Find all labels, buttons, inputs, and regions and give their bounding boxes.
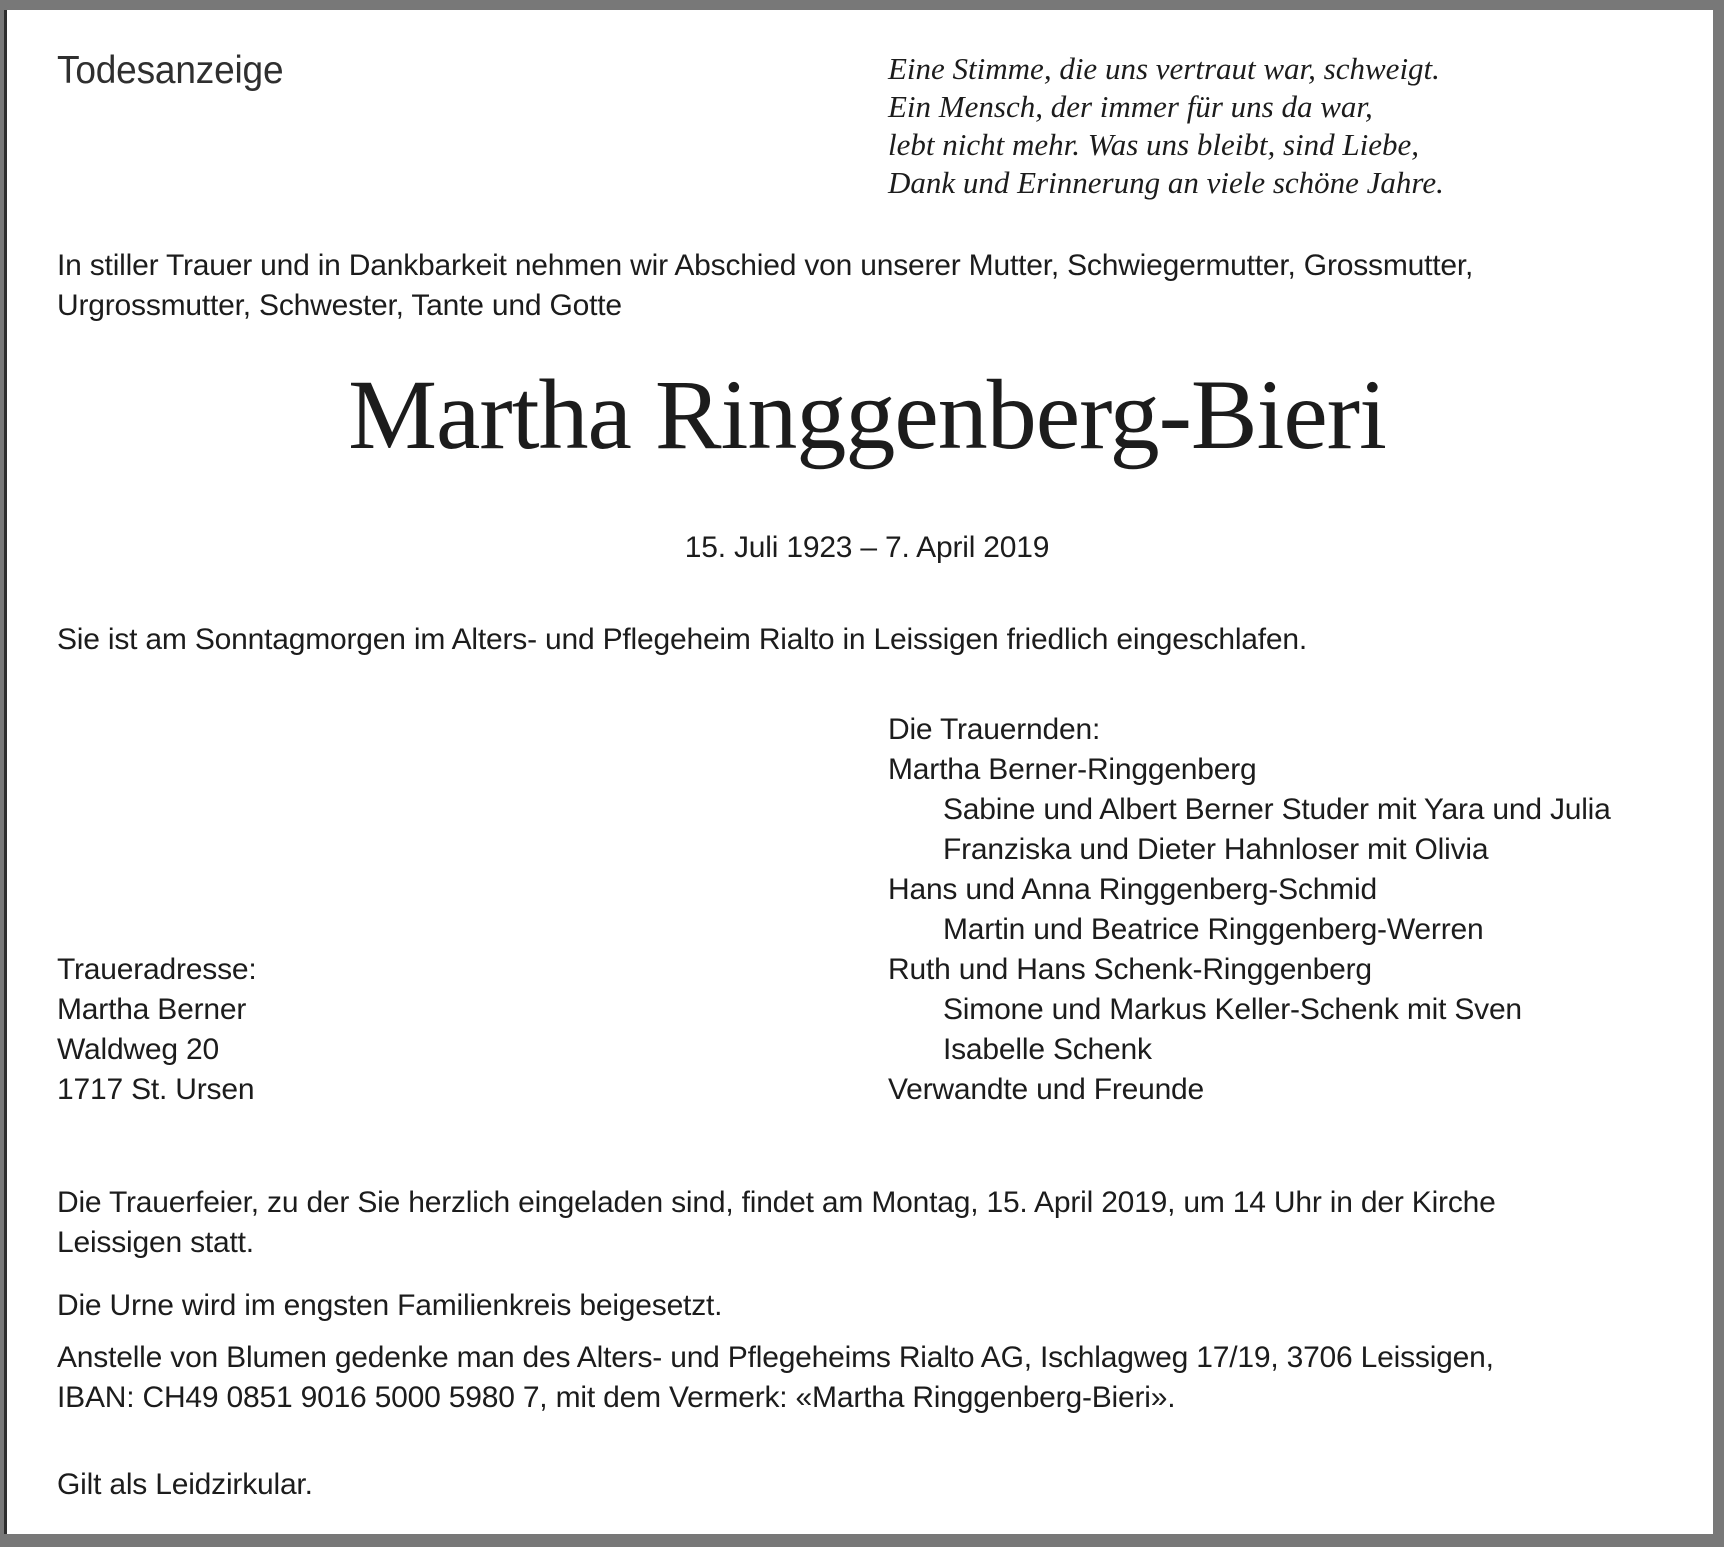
text-line: Die Trauerfeier, zu der Sie herzlich eingeladen sind, findet am Montag, 15. April 2019, um 14 Uhr in der Kirche — [57, 1186, 1496, 1219]
text-line: IBAN: CH49 0851 9016 5000 5980 7, mit dem Vermerk: «Martha Ringgenberg-Bieri». — [57, 1381, 1176, 1414]
deceased-name: Martha Ringgenberg-Bieri — [348, 359, 1386, 470]
mourners-list — [888, 750, 1611, 1110]
text-line: Leissigen statt. — [57, 1226, 254, 1259]
mourner-entry: Hans und Anna Ringgenberg-Schmid — [888, 873, 1377, 906]
obituary-page — [4, 10, 1713, 1534]
death-note: Sie ist am Sonntagmorgen im Alters- und Pflegeheim Rialto in Leissigen friedlich eingeschlafen. — [57, 623, 1308, 656]
mourner-entry: Ruth und Hans Schenk-Ringgenberg — [888, 953, 1372, 986]
mourners-section — [888, 710, 1611, 1110]
life-dates: 15. Juli 1923 – 7. April 2019 — [684, 531, 1050, 564]
text-line: Urgrossmutter, Schwester, Tante und Gotte — [57, 289, 622, 322]
mourner-entry: Isabelle Schenk — [943, 1033, 1152, 1066]
mourner-entry: Sabine und Albert Berner Studer mit Yara und Julia — [943, 793, 1611, 826]
text-line: Eine Stimme, die uns vertraut war, schweigt. — [888, 51, 1440, 86]
mourning-address-lines — [57, 990, 257, 1110]
mourner-entry: Verwandte und Freunde — [888, 1073, 1205, 1106]
donation-paragraph — [57, 1338, 1494, 1418]
text-line: Martha Berner — [57, 993, 247, 1026]
text-line: lebt nicht mehr. Was uns bleibt, sind Liebe, — [888, 127, 1419, 162]
mourner-entry: Simone und Markus Keller-Schenk mit Sven — [943, 993, 1522, 1026]
text-line: Waldweg 20 — [57, 1033, 219, 1066]
leidzirkular-note: Gilt als Leidzirkular. — [57, 1468, 313, 1501]
mourner-entry: Franziska und Dieter Hahnloser mit Olivia — [943, 833, 1489, 866]
text-line: In stiller Trauer und in Dankbarkeit nehmen wir Abschied von unserer Mutter, Schwiegermutter, Grossmutter, — [57, 249, 1474, 282]
memorial-poem — [888, 50, 1444, 202]
funeral-service-paragraph — [57, 1183, 1496, 1263]
mourners-heading: Die Trauernden: — [888, 713, 1101, 746]
mourner-entry: Martin und Beatrice Ringgenberg-Werren — [943, 913, 1484, 946]
mourner-entry: Martha Berner-Ringgenberg — [888, 753, 1257, 786]
text-line: Anstelle von Blumen gedenke man des Alters- und Pflegeheims Rialto AG, Ischlagweg 17/19, 3706 Leissigen, — [57, 1341, 1494, 1374]
mourning-address-section — [57, 950, 257, 1110]
mourning-address-heading: Traueradresse: — [57, 953, 257, 986]
text-line: Dank und Erinnerung an viele schöne Jahre. — [888, 165, 1444, 200]
text-line: Ein Mensch, der immer für uns da war, — [888, 89, 1373, 124]
urn-paragraph: Die Urne wird im engsten Familienkreis beigesetzt. — [57, 1289, 723, 1322]
page-title: Todesanzeige — [57, 49, 284, 92]
intro-paragraph — [57, 246, 1473, 326]
text-line: 1717 St. Ursen — [57, 1073, 255, 1106]
